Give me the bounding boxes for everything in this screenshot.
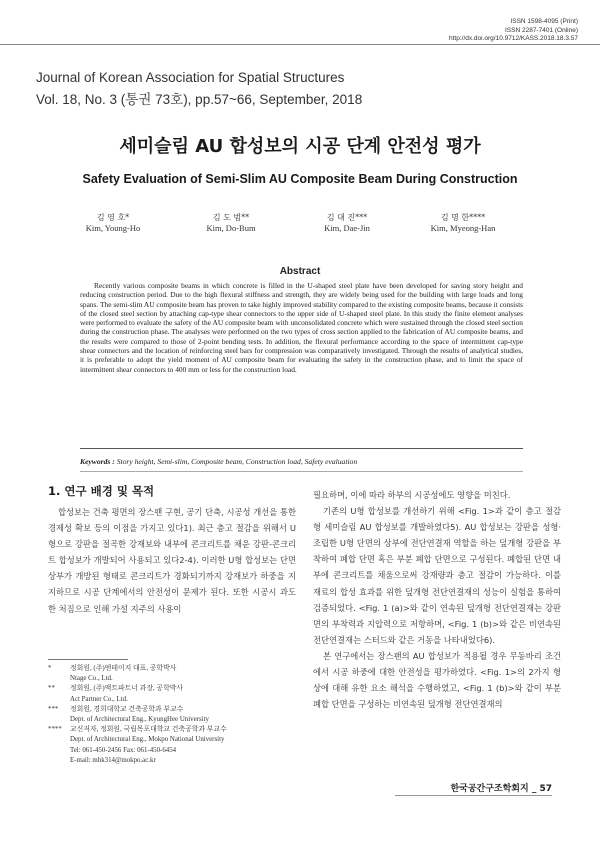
title-korean: 세미슬림 AU 합성보의 시공 단계 안전성 평가 <box>119 136 481 157</box>
journal-volume: Vol. 18, No. 3 (통권 73호), pp.57~66, September, 2018 <box>36 92 363 107</box>
keywords-text: Story height, Semi-slim, Composite beam, Construction load, Safety evaluation <box>116 457 358 466</box>
footnote-line: 정회원, (주)엔테이지 대표, 공학박사 <box>70 665 177 672</box>
footnote-line: 교신저자, 정회원, 국립목포대학교 건축공학과 부교수 <box>70 726 227 734</box>
author-4 <box>408 212 518 234</box>
author-2 <box>176 212 286 234</box>
body-paragraph: 필요하며, 이에 따라 하부의 시공성에도 영향을 미친다. <box>313 490 511 500</box>
keywords-rule <box>80 471 523 472</box>
author-name-ko: 김 명 한**** <box>440 213 486 222</box>
footnote-line: Act Partner Co., Ltd. <box>70 695 128 703</box>
author-name-en: Kim, Myeong-Han <box>430 223 496 233</box>
footnote-line: Tel: 061-450-2456 Fax: 061-450-6454 <box>70 746 177 754</box>
footnote-email[interactable]: E-mail: mhk314@mokpo.ac.kr <box>70 756 156 764</box>
journal-name: Journal of Korean Association for Spatial Structures <box>36 70 345 85</box>
issn-online: ISSN 2287-7401 (Online) <box>505 26 578 34</box>
footnote-line: 정회원, 경희대학교 건축공학과 부교수 <box>70 705 184 713</box>
body-column-right <box>313 487 561 712</box>
footnote <box>48 705 308 725</box>
author-name-ko: 김 대 진*** <box>326 213 368 222</box>
keywords <box>80 448 523 466</box>
footnote-line: 정회원, (주)액트파트너 과장, 공학박사 <box>70 685 184 693</box>
issn-print: ISSN 1598-4095 (Print) <box>510 18 578 25</box>
footnote-mark: ** <box>48 685 55 693</box>
author-name-en: Kim, Young-Ho <box>85 223 141 233</box>
page-footer-rule <box>395 795 552 796</box>
body-paragraph: 합성보는 건축 평면의 장스팬 구현, 공기 단축, 시공성 개선을 통한 경제성 확보 등의 이점을 가지고 있다1). 최근 층고 절감을 위해서 U형으로 강판을 절곡한 강재보와 내부에 콘크리트를 채운 강판-콘크리트 합성보가 개발되어 사용되고 있다2-4). 이러한 U형 합성보는 단면 상부가 개방된 형태로 콘크리트가 경화되기까지 강재보가 하중을 지지하므로 시공 단계에서의 안전성이 문제가 된다. 또한 시공시 과도한 처짐으로 인해 가설 지주의 사용이 <box>48 507 296 614</box>
abstract-text: Recently various composite beams in which concrete is filled in the U-shaped steel plate have been developed for saving story height and reducing construction period. Due to the high flexural stiffness and strength, they are widely being used for the building with large loads and long spans. The semi-slim AU composite beam has proven to take highly improved stability compared to the existing composite beams, because it consists of the closed steel section by attaching cap-type shear connectors to the upper side of U-shaped steel plate. In this study the finite element analyses were performed to evaluate the safety of the AU composite beam with unconsolidated concrete which were sustained through the closed steel section during the construction phase. The analyses were performed on the two types of cross section applied to the fabrication of AU composite beams, and the results were compared to those of 2-point bending tests. In addition, the flexural performance according to the space of intermittent cap-type shear connectors and the location of reinforcing steel bars for compression was comparatively investigated. Through the results of analytical studies, it is preferable to adopt the yield moment of AU composite beam for evaluating the safety in the construction phase, and to limit the space of intermittent shear connectors to 400 mm or less for the construction load. <box>80 281 524 374</box>
keywords-label: Keywords : <box>80 457 117 466</box>
footnote-line: Dept. of Architectural Eng., Mokpo National University <box>70 736 225 744</box>
body-paragraph: 기존의 U형 합성보를 개선하기 위해 <Fig. 1>과 같이 층고 절감형 세미슬림 AU 합성보를 개발하였다5). AU 합성보는 강판을 성형·조립한 U형 단면의 상부에 전단연결재 역할을 하는 덮개형 강판을 부착하여 폐합 단면 혹은 부분 폐합 단면으로 구성된다. 폐합된 단면 내부에 콘크리트를 채움으로써 강재량과 층고 절감이 가능하다. 이를 재료의 합성 효과를 위한 덮개형 전단연결재의 성능이 실험을 통하여 검증되었다. <Fig. 1 (a)>와 같이 연속된 덮개형 전단연결재는 강판면의 부착력과 지압력으로 저항하며, <Fig. 1 (b)>와 같은 비연속된 전단연결재는 스터드와 같은 거동을 나타내었다6). <box>313 506 561 645</box>
footnote-mark: * <box>48 665 52 672</box>
footnote-mark: *** <box>48 705 59 713</box>
footnote-line: Ntage Co., Ltd. <box>70 675 113 683</box>
footnote-rule <box>48 659 128 660</box>
body-column-left <box>48 504 296 617</box>
section-heading: 1. 연구 배경 및 목적 <box>48 484 155 498</box>
page-footer: 한국공간구조학회지 _ 57 <box>450 784 552 794</box>
footnotes <box>48 664 308 766</box>
footnote <box>48 664 308 684</box>
footnote-mark: **** <box>48 726 62 734</box>
title-english: Safety Evaluation of Semi-Slim AU Composite Beam During Construction <box>82 172 518 186</box>
author-name-ko: 김 영 호* <box>96 213 130 222</box>
body-paragraph: 본 연구에서는 장스팬의 AU 합성보가 적용될 경우 무동바리 조건에서 시공 하중에 대한 안전성을 평가하였다. <Fig. 1>의 2가지 형상에 대해 유한 요소 해석을 수행하였고, <Fig. 1 (b)>와 같이 부분 폐합 단면을 구성하는 비연속된 덮개형 전단연결재의 <box>313 650 561 710</box>
author-name-en: Kim, Dae-Jin <box>324 223 370 233</box>
footnote-line: Dept. of Architectural Eng., KyungHee University <box>70 716 209 724</box>
abstract-heading: Abstract <box>279 266 321 277</box>
issn-block <box>449 18 578 44</box>
author-1 <box>58 212 168 234</box>
author-name-ko: 김 도 범** <box>212 213 250 222</box>
footnote <box>48 725 308 766</box>
footnote <box>48 684 308 704</box>
doi-link[interactable]: http://dx.doi.org/10.9712/KASS.2018.18.3.57 <box>448 35 578 42</box>
author-name-en: Kim, Do-Bum <box>206 223 256 233</box>
author-3 <box>292 212 402 234</box>
